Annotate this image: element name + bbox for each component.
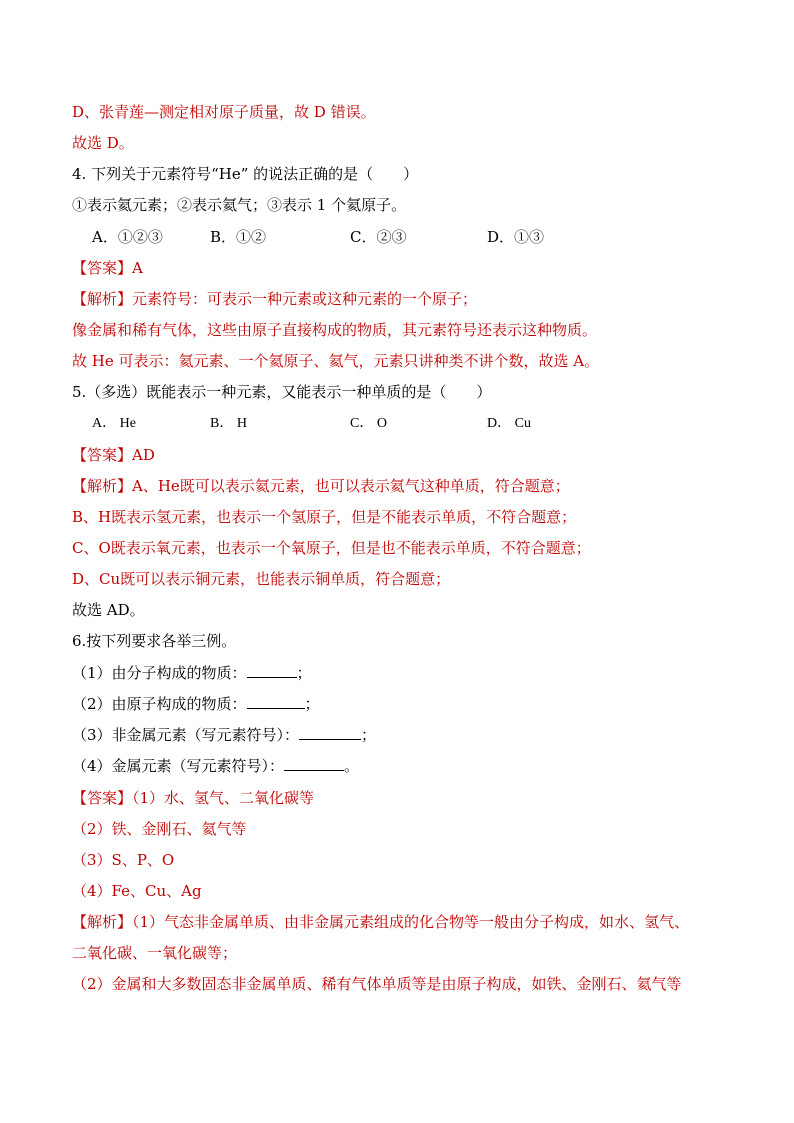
explanation-text: 元素符号：可表示一种元素或这种元素的一个原子； bbox=[132, 290, 478, 308]
q4-option-c: C．②③ bbox=[350, 228, 407, 246]
q6-sub-1-blank bbox=[247, 663, 297, 678]
q6-sub-2-label: （2）由原子构成的物质： bbox=[72, 695, 247, 713]
answer-tag: 【答案】 bbox=[72, 446, 133, 464]
q6-explanation-2: 二氧化碳、一氧化碳等； bbox=[72, 944, 238, 962]
q6-sub-2-end: ； bbox=[304, 695, 320, 713]
prev-option-d: D、张青莲—测定相对原子质量，故 D 错误。 bbox=[72, 103, 376, 121]
prev-conclusion: 故选 D。 bbox=[72, 134, 134, 152]
q6-sub-3-label: （3）非金属元素（写元素符号）： bbox=[72, 726, 300, 744]
q6-sub-1-end: ； bbox=[296, 664, 312, 682]
explanation-text: （1）气态非金属单质、由非金属元素组成的化合物等一般由分子构成，如水、氢气、 bbox=[132, 913, 690, 931]
q5-answer bbox=[72, 445, 155, 465]
q4-explanation-1 bbox=[72, 289, 477, 309]
q6-sub-4-end: 。 bbox=[344, 757, 360, 775]
q6-sub-4 bbox=[72, 756, 359, 776]
q6-sub-4-label: （4）金属元素（写元素符号）： bbox=[72, 757, 285, 775]
q6-sub-3 bbox=[72, 725, 376, 745]
q5-explanation-1 bbox=[72, 476, 570, 496]
q6-answer bbox=[72, 788, 314, 808]
q5-explanation-4: D、Cu既可以表示铜元素，也能表示铜单质，符合题意； bbox=[72, 570, 451, 588]
q6-sub-3-blank bbox=[299, 725, 361, 740]
question-4-stem: 4. 下列关于元素符号“He” 的说法正确的是（ ） bbox=[72, 165, 419, 183]
q4-option-d: D．①③ bbox=[487, 228, 545, 246]
q6-answer-3: （3）S、P、O bbox=[72, 851, 175, 869]
answer-tag: 【答案】 bbox=[72, 259, 133, 277]
q6-sub-1 bbox=[72, 663, 312, 683]
q4-option-b: B．①② bbox=[210, 228, 267, 246]
q5-explanation-2: B、H既表示氢元素，也表示一个氢原子，但是不能表示单质，不符合题意； bbox=[72, 508, 577, 526]
q5-option-a: A． He bbox=[92, 416, 136, 431]
question-6-stem: 6.按下列要求各举三例。 bbox=[72, 632, 237, 650]
q5-option-c: C． O bbox=[350, 416, 387, 431]
q5-option-d: D． Cu bbox=[487, 416, 531, 431]
q5-option-b: B． H bbox=[210, 416, 247, 431]
answer-value: （1）水、氢气、二氧化碳等 bbox=[132, 789, 315, 807]
answer-value: AD bbox=[132, 446, 155, 464]
q6-sub-1-label: （1）由分子构成的物质： bbox=[72, 664, 247, 682]
q6-sub-2-blank bbox=[247, 694, 305, 709]
explanation-tag: 【解析】 bbox=[72, 290, 133, 308]
q4-explanation-3: 故 He 可表示：氦元素、一个氦原子、氦气，元素只讲种类不讲个数，故选 A。 bbox=[72, 352, 600, 370]
q5-explanation-3: C、O既表示氧元素，也表示一个氧原子，但是也不能表示单质，不符合题意； bbox=[72, 539, 591, 557]
q6-explanation-3: （2）金属和大多数固态非金属单质、稀有气体单质等是由原子构成，如铁、金刚石、氦气等 bbox=[72, 975, 682, 993]
q6-sub-2 bbox=[72, 694, 320, 714]
q6-explanation-1 bbox=[72, 912, 689, 932]
explanation-tag: 【解析】 bbox=[72, 477, 133, 495]
explanation-text: A、He既可以表示氦元素，也可以表示氦气这种单质，符合题意； bbox=[132, 477, 570, 495]
q6-answer-2: （2）铁、金刚石、氦气等 bbox=[72, 820, 247, 838]
q4-explanation-2: 像金属和稀有气体，这些由原子直接构成的物质，其元素符号还表示这种物质。 bbox=[72, 321, 598, 339]
answer-value: A bbox=[132, 259, 143, 277]
question-4-statements: ①表示氦元素；②表示氦气；③表示 1 个氦原子。 bbox=[72, 196, 407, 214]
q6-answer-4: （4）Fe、Cu、Ag bbox=[72, 882, 202, 900]
answer-tag: 【答案】 bbox=[72, 789, 133, 807]
q6-sub-4-blank bbox=[284, 756, 344, 771]
question-5-stem: 5.（多选）既能表示一种元素，又能表示一种单质的是（ ） bbox=[72, 383, 492, 401]
q4-answer bbox=[72, 258, 143, 278]
q4-option-a: A．①②③ bbox=[92, 228, 163, 246]
q6-sub-3-end: ； bbox=[361, 726, 377, 744]
explanation-tag: 【解析】 bbox=[72, 913, 133, 931]
q5-conclusion: 故选 AD。 bbox=[72, 601, 145, 619]
